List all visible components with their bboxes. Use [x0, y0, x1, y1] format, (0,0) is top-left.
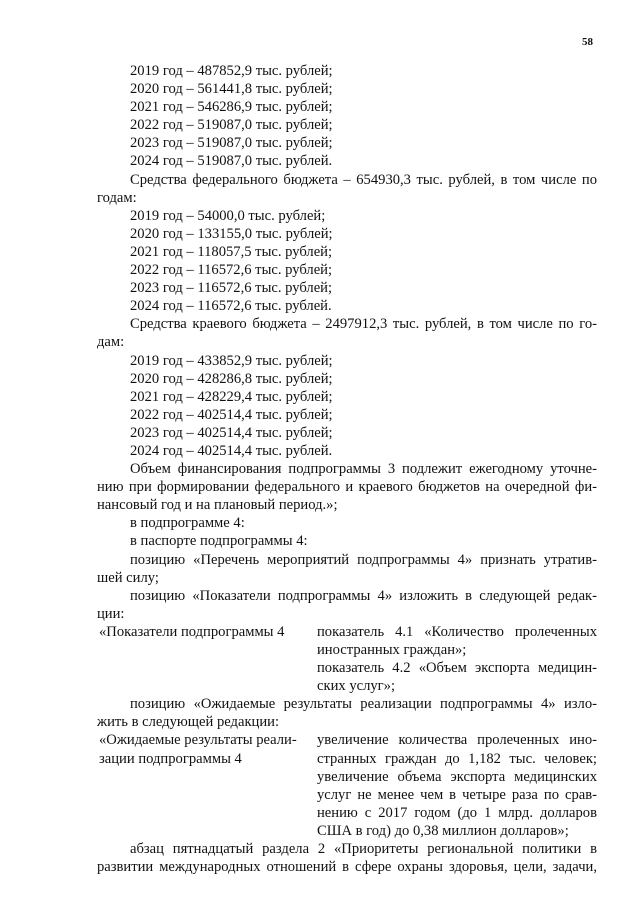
federal-budget-paragraph	[97, 171, 597, 207]
year-list-total	[97, 62, 597, 171]
paragraph-line: нансовый год и на плановый период.»;	[97, 497, 338, 514]
paragraph-line: шей силу;	[97, 569, 159, 586]
year-line: 2023 год – 519087,0 тыс. рублей;	[130, 135, 333, 152]
page-content	[97, 62, 597, 876]
table-value-line: ских услуг»;	[317, 678, 396, 695]
year-line: 2019 год – 487852,9 тыс. рублей;	[130, 63, 333, 79]
final-paragraph	[97, 840, 597, 876]
year-line: 2021 год – 118057,5 тыс. рублей;	[130, 243, 333, 260]
paragraph-line: годам:	[97, 189, 137, 206]
year-line: 2022 год – 402514,4 тыс. рублей;	[130, 406, 333, 423]
indicators-table	[97, 623, 597, 695]
year-line: 2019 год – 433852,9 тыс. рублей;	[130, 352, 333, 369]
year-line: 2021 год – 428229,4 тыс. рублей;	[130, 388, 333, 405]
year-line: 2024 год – 519087,0 тыс. рублей.	[130, 153, 333, 170]
indicators-paragraph	[97, 587, 597, 623]
table-value-line: странных граждан до 1,182 тыс. человек;	[317, 750, 597, 767]
table-label-line: «Ожидаемые результаты реали-	[99, 732, 297, 749]
table-value-line: иностранных граждан»;	[317, 642, 467, 658]
table-value-line: увеличение количества пролеченных ино-	[317, 732, 597, 749]
year-line: 2021 год – 546286,9 тыс. рублей;	[130, 99, 333, 116]
results-table-label	[97, 731, 317, 840]
year-line: 2020 год – 561441,8 тыс. рублей;	[130, 81, 333, 98]
year-line: 2019 год – 54000,0 тыс. рублей;	[130, 207, 326, 224]
year-line: 2023 год – 402514,4 тыс. рублей;	[130, 424, 333, 441]
table-value-line: увеличение объема экспорта медицинских	[317, 768, 597, 785]
regional-budget-paragraph	[97, 315, 597, 351]
paragraph-line: позицию «Ожидаемые результаты реализации подпрограммы 4» изло-	[130, 696, 597, 713]
paragraph-line: нию при формировании федерального и краевого бюджетов на очередной фи-	[97, 479, 597, 496]
table-value-line: нению с 2017 годом (до 1 млрд. долларов	[317, 804, 597, 821]
page-number: 58	[582, 36, 593, 48]
year-line: 2024 год – 116572,6 тыс. рублей.	[130, 298, 332, 315]
paragraph-line: позицию «Показатели подпрограммы 4» изложить в следующей редак-	[130, 587, 597, 604]
indicators-table-value	[317, 623, 597, 695]
paragraph-line: позицию «Перечень мероприятий подпрограммы 4» признать утратив-	[130, 551, 597, 568]
paragraph-line: Объем финансирования подпрограммы 3 подлежит ежегодному уточне-	[130, 461, 597, 478]
table-label-line: зации подпрограммы 4	[99, 750, 242, 767]
table-value-line: показатель 4.2 «Объем экспорта медицин-	[317, 660, 597, 677]
paragraph-line: дам:	[97, 334, 125, 351]
table-value-line: США в год) до 0,38 миллион долларов»;	[317, 822, 569, 839]
table-label-line: «Показатели подпрограммы 4	[99, 623, 285, 640]
results-table	[97, 731, 597, 840]
measures-paragraph	[97, 551, 597, 587]
year-line: 2022 год – 116572,6 тыс. рублей;	[130, 262, 333, 279]
paragraph-line: развитии международных отношений в сфере охраны здоровья, цели, задачи,	[97, 859, 597, 876]
year-line: 2023 год – 116572,6 тыс. рублей;	[130, 280, 333, 297]
paragraph-line: Средства краевого бюджета – 2497912,3 тыс. рублей, в том числе по го-	[130, 316, 597, 333]
subprogram-4-line: в подпрограмме 4:	[130, 515, 245, 532]
table-value-line: услуг не менее чем в четыре раза по срав-	[317, 786, 597, 803]
paragraph-line: абзац пятнадцатый раздела 2 «Приоритеты региональной политики в	[130, 841, 597, 858]
passport-line: в паспорте подпрограммы 4:	[130, 533, 308, 550]
results-paragraph	[97, 695, 597, 731]
year-line: 2020 год – 428286,8 тыс. рублей;	[130, 370, 333, 387]
paragraph-line: Средства федерального бюджета – 654930,3 тыс. рублей, в том числе по	[130, 171, 597, 188]
table-value-line: показатель 4.1 «Количество пролеченных	[317, 623, 597, 640]
indicators-table-label	[97, 623, 317, 695]
financing-paragraph	[97, 460, 597, 514]
year-list-federal	[97, 207, 597, 316]
year-line: 2022 год – 519087,0 тыс. рублей;	[130, 117, 333, 134]
year-list-regional	[97, 352, 597, 461]
year-line: 2020 год – 133155,0 тыс. рублей;	[130, 225, 333, 242]
results-table-value	[317, 731, 597, 840]
paragraph-line: ции:	[97, 605, 125, 622]
paragraph-line: жить в следующей редакции:	[97, 714, 280, 731]
year-line: 2024 год – 402514,4 тыс. рублей.	[130, 442, 333, 459]
